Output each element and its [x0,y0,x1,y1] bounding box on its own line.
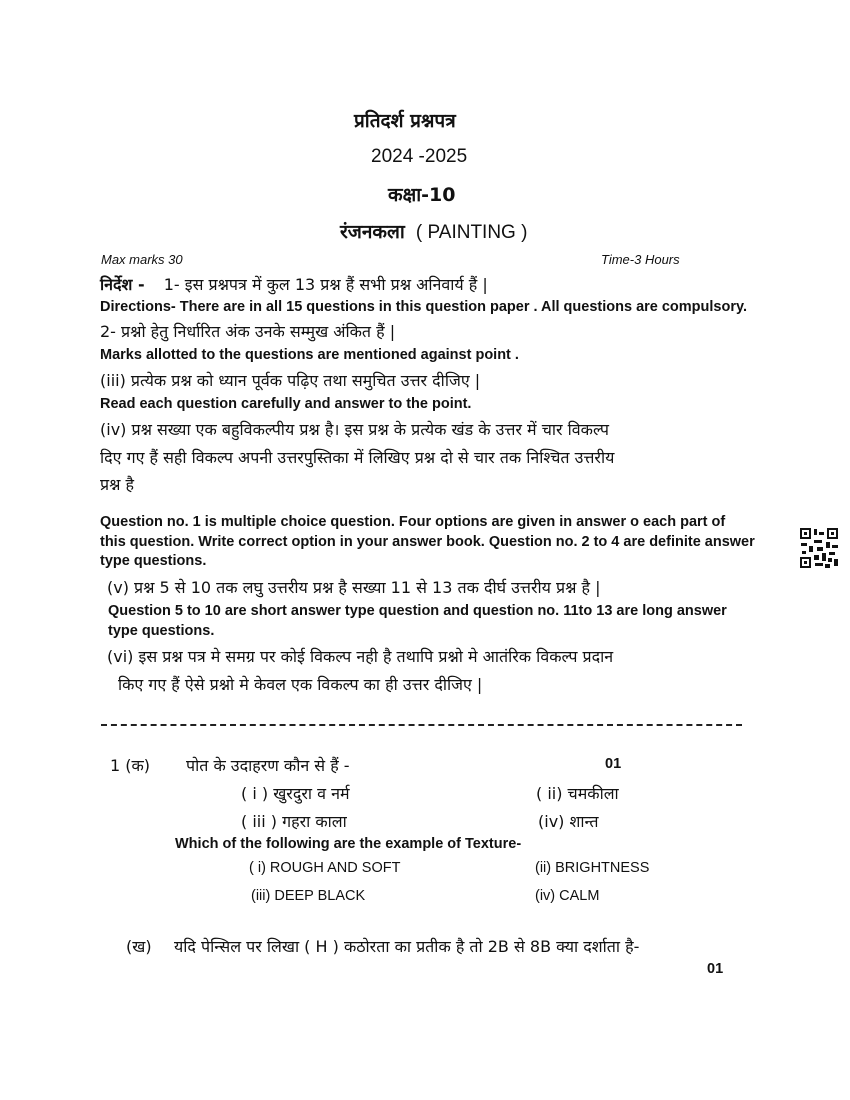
q1a-option3-english: (iii) DEEP BLACK [251,888,366,904]
q1a-marks: 01 [605,756,622,772]
instruction-5-english-line2: type questions. [108,623,215,639]
instruction-2-english: Marks allotted to the questions are mentioned against point . [100,347,519,363]
subject-hindi: रंजनकला [340,221,405,243]
instruction-3-english: Read each question carefully and answer to the point. [100,396,472,412]
class-label: कक्षा-10 [388,184,456,206]
instruction-4-hindi-line2: दिए गए हैं सही विकल्प अपनी उत्तरपुस्तिका में लिखिए प्रश्न दो से चार तक निश्चित उत्तरीय [100,448,615,467]
instruction-1-english: Directions- There are in all 15 questions in this question paper . All questions are compulsory. [100,299,748,315]
instruction-6-hindi-line2: किए गए हैं ऐसे प्रश्नो मे केवल एक विकल्प का ही उत्तर दीजिए | [118,675,483,694]
q1a-question-english: Which of the following are the example of Texture- [175,836,522,852]
q1a-question-hindi: पोत के उदाहरण कौन से हैं - [186,756,350,775]
q1a-option1-english: ( i) ROUGH AND SOFT [249,860,401,876]
session-year: 2024 -2025 [371,146,468,167]
q1a-option4-english: (iv) CALM [535,888,600,904]
q1b-number: (ख) [126,937,152,956]
instruction-5-hindi: (v) प्रश्न 5 से 10 तक लघु उत्तरीय प्रश्न है सख्या 11 से 13 तक दीर्घ उत्तरीय प्रश्न है | [107,578,601,597]
instruction-4-hindi-line1: (iv) प्रश्न सख्या एक बहुविकल्पीय प्रश्न है। इस प्रश्न के प्रत्येक खंड के उत्तर में चार विकल्प [100,420,609,439]
instruction-2-hindi: 2- प्रश्नो हेतु निर्धारित अंक उनके सम्मुख अंकित हैं | [100,322,396,341]
instruction-1-hindi: निर्देश - 1- इस प्रश्नपत्र में कुल 13 प्रश्न हैं सभी प्रश्न अनिवार्य हैं | [100,275,488,294]
instruction-4-english-line1: Question no. 1 is multiple choice question. Four options are given in answer o each part of [100,514,726,530]
max-marks: Max marks 30 [101,252,183,267]
instruction-4-english-line2: this question. Write correct option in your answer book. Question no. 2 to 4 are definite answer [100,534,755,550]
q1a-option4-hindi: (iv) शान्त [538,812,599,831]
paper-title: प्रतिदर्श प्रश्नपत्र [354,110,456,132]
instruction-4-english-line3: type questions. [100,553,207,569]
q1b-marks: 01 [707,961,724,977]
subject-english: ( PAINTING ) [415,222,528,243]
qr-code [800,528,838,568]
q1a-option2-english: (ii) BRIGHTNESS [535,860,650,876]
q1a-option2-hindi: ( ii) चमकीला [536,784,619,803]
q1a-option1-hindi: ( i ) खुरदुरा व नर्म [241,784,350,803]
q1a-option3-hindi: ( iii ) गहरा काला [241,812,347,831]
instruction-6-hindi-line1: (vi) इस प्रश्न पत्र मे समग्र पर कोई विकल्प नही है तथापि प्रश्नो मे आतंरिक विकल्प प्रदान [107,647,614,666]
section-divider [101,724,742,726]
subject-heading [340,218,527,244]
time-allowed: Time-3 Hours [601,252,680,267]
instruction-4-hindi-line3: प्रश्न है [100,475,134,494]
instructions-label: निर्देश - [100,275,145,294]
instruction-5-english-line1: Question 5 to 10 are short answer type question and question no. 11to 13 are long answer [108,603,727,619]
instruction-3-hindi: (iii) प्रत्येक प्रश्न को ध्यान पूर्वक पढ़िए तथा समुचित उत्तर दीजिए | [100,371,481,390]
q1a-number: 1 (क) [110,756,151,775]
q1b-question-hindi: यदि पेन्सिल पर लिखा ( H ) कठोरता का प्रतीक है तो 2B से 8B क्या दर्शाता है- [174,937,640,956]
